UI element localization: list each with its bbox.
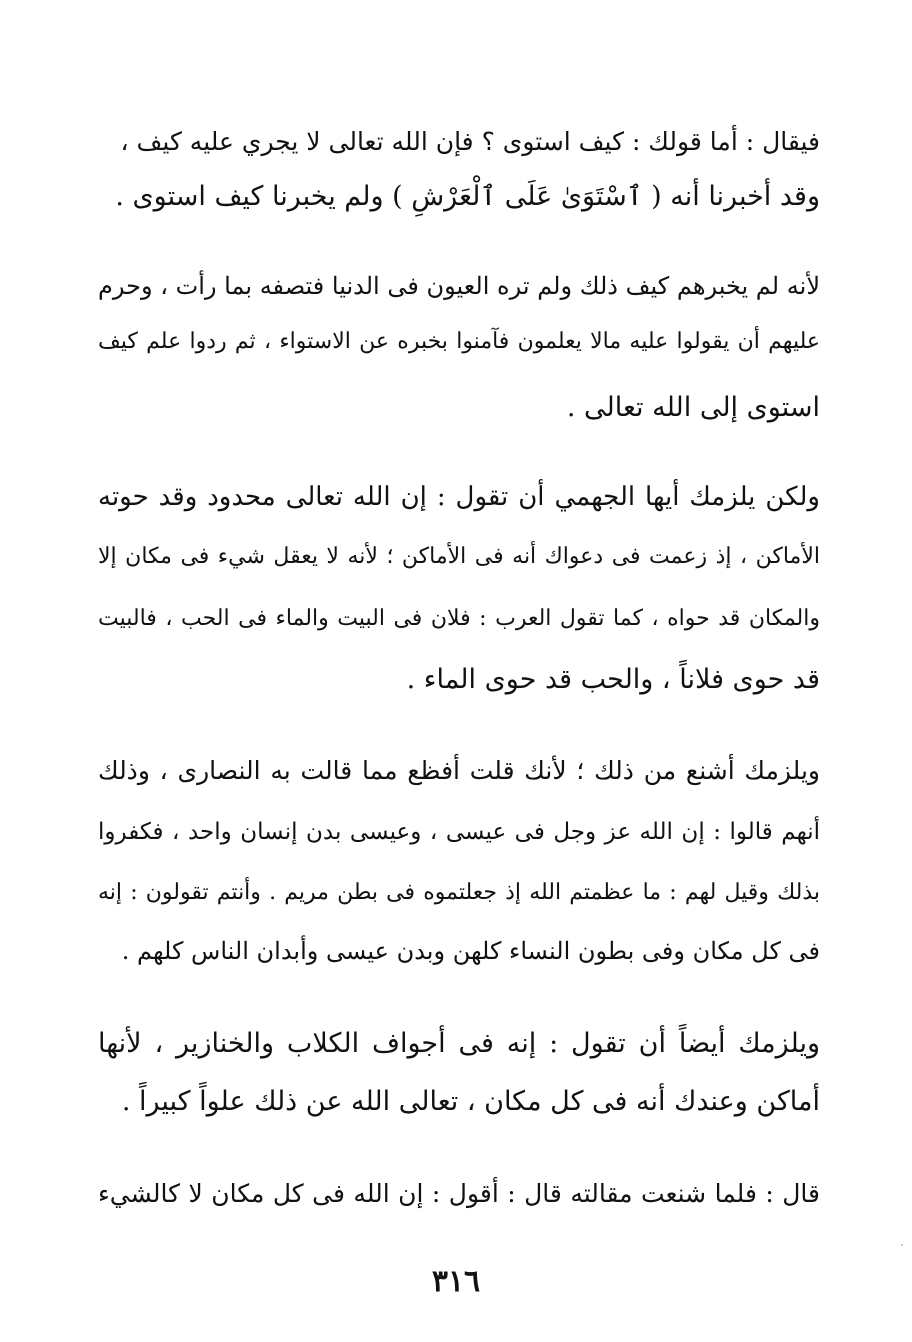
- text-line: عليهم أن يقولوا عليه مالا يعلمون فآمنوا بخبره عن الاستواء ، ثم ردوا علم كيف: [98, 329, 820, 354]
- page-number: ٣١٦: [431, 1264, 481, 1299]
- text-line: ويلزمك أيضاً أن تقول : إنه فى أجواف الكلاب والخنازير ، لأنها: [98, 1028, 820, 1059]
- text-line: قد حوى فلاناً ، والحب قد حوى الماء .: [406, 664, 820, 695]
- text-line: استوى إلى الله تعالى .: [566, 392, 820, 423]
- text-line: قال : فلما شنعت مقالته قال : أقول : إن الله فى كل مكان لا كالشيء: [98, 1179, 820, 1208]
- text-line: أنهم قالوا : إن الله عز وجل فى عيسى ، وعيسى بدن إنسان واحد ، فكفروا: [98, 819, 820, 845]
- text-line: وقد أخبرنا أنه ( ٱسْتَوَىٰ عَلَى ٱلْعَرْشِ ) ولم يخبرنا كيف استوى .: [115, 181, 820, 212]
- text-line: الأماكن ، إذ زعمت فى دعواك أنه فى الأماكن ؛ لأنه لا يعقل شيء فى مكان إلا: [98, 544, 820, 569]
- text-line: لأنه لم يخبرهم كيف ذلك ولم تره العيون فى الدنيا فتصفه بما رأت ، وحرم: [98, 272, 820, 300]
- text-line: فيقال : أما قولك : كيف استوى ؟ فإن الله تعالى لا يجري عليه كيف ،: [120, 127, 820, 156]
- text-line: ولكن يلزمك أيها الجهمي أن تقول : إن الله تعالى محدود وقد حوته: [98, 482, 820, 512]
- text-line: ويلزمك أشنع من ذلك ؛ لأنك قلت أفظع مما قالت به النصارى ، وذلك: [98, 756, 820, 785]
- text-line: فى كل مكان وفى بطون النساء كلهن وبدن عيسى وأبدان الناس كلهم .: [121, 937, 820, 965]
- scan-speck: [901, 1244, 903, 1246]
- text-line: والمكان قد حواه ، كما تقول العرب : فلان فى البيت والماء فى الحب ، فالبيت: [98, 606, 820, 631]
- text-line: بذلك وقيل لهم : ما عظمتم الله إذ جعلتموه فى بطن مريم . وأنتم تقولون : إنه: [98, 880, 820, 905]
- text-line: أماكن وعندك أنه فى كل مكان ، تعالى الله عن ذلك علواً كبيراً .: [121, 1086, 820, 1117]
